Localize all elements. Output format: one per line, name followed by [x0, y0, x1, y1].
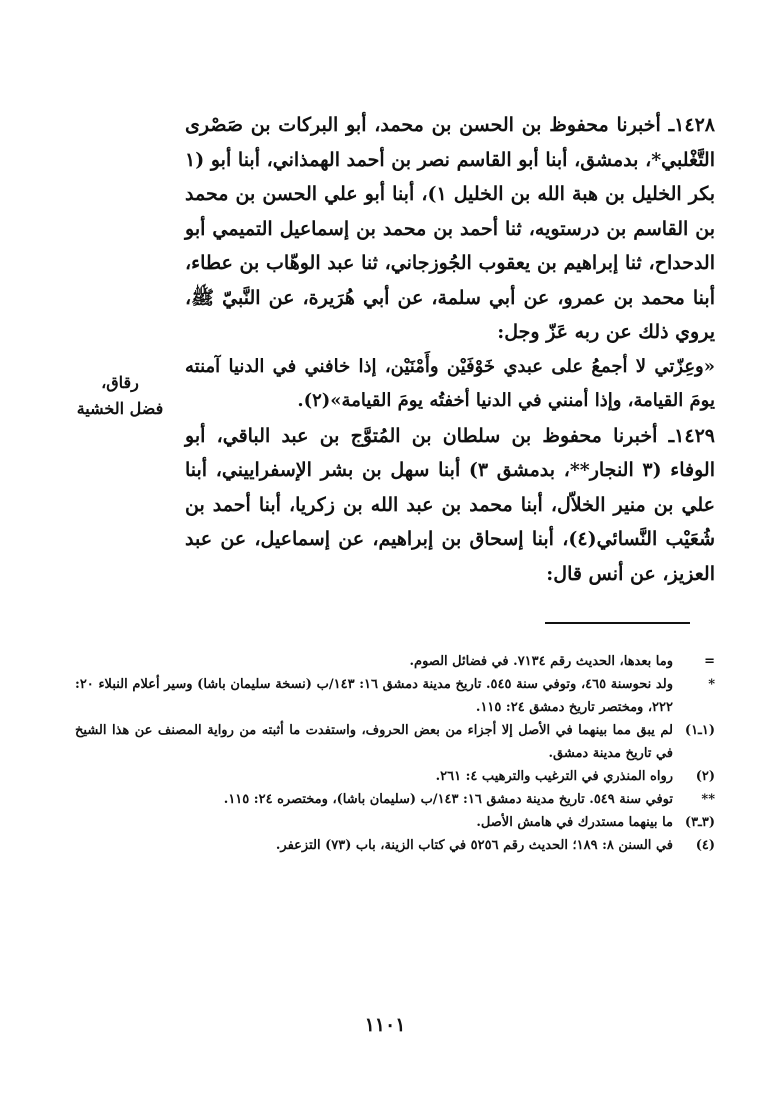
hadith-quote: «وعِزّتي لا أجمعُ على عبدي خَوْفَيْن وأَمْنَيْن، إذا خافني في الدنيا آمنته يومَ القيامة، وإذا أمنني في الدنيا أخفتُه يومَ القيامة»(٢). [185, 355, 715, 411]
footnote-marker: (٣ـ٣) [684, 815, 715, 830]
footnote-marker: = [704, 654, 715, 669]
footnote-text: في السنن ٨: ١٨٩؛ الحديث رقم ٥٢٥٦ في كتاب الزينة، باب (٧٣) التزعفر. [275, 838, 673, 853]
footnote-text: ولد نحوسنة ٤٦٥، وتوفي سنة ٥٤٥. تاريخ مدينة دمشق ١٦: ١٤٣/ب (نسخة سليمان باشا) وسير أعلام النبلاء ٢٠: ٢٢٢، ومختصر تاريخ دمشق ٢٤: ١١٥. [75, 677, 673, 715]
footnote-marker: (١ـ١) [684, 723, 715, 738]
footnote-text: وما بعدها، الحديث رقم ٧١٣٤. في فضائل الصوم. [409, 654, 673, 669]
footnote-text: لم يبق مما بينهما في الأصل إلا أجزاء من بعض الحروف، واستفدت ما أثبته من رواية المصنف عن هذا الشيخ في تاريخ مدينة دمشق. [75, 723, 673, 761]
page-number: ١١٠١ [364, 1014, 406, 1036]
footnote-marker: (٤) [695, 838, 715, 853]
margin-topic-note [70, 370, 170, 422]
footnote-marker: (٢) [695, 769, 715, 784]
footnote-text: توفي سنة ٥٤٩. تاريخ مدينة دمشق ١٦: ١٤٣/ب (سليمان باشا)، ومختصره ٢٤: ١١٥. [223, 792, 673, 807]
footnote [75, 765, 715, 788]
hadith-1429: ١٤٢٩ـ أخبرنا محفوظ بن سلطان بن المُتوَّج بن عبد الباقي، أبو الوفاء (٣ النجار**، بدمشق ٣) أبنا سهل بن بشر الإسفراييني، أبنا علي بن منير الخلاّل، أبنا محمد بن عبد الله بن زكريا، أبنا أحمد بن شُعَيْب النَّسائي(٤)، أبنا إسحاق بن إبراهيم، عن إسماعيل، عن عبد العزيز، عن أنس قال: [185, 424, 715, 585]
footnote-marker: ** [701, 792, 715, 807]
margin-note-line-2: فضل الخشية [76, 399, 164, 418]
margin-note-line-1: رقاق، [101, 373, 139, 392]
footnote [75, 673, 715, 719]
footnotes [75, 650, 715, 857]
footnote [75, 834, 715, 857]
footnote [75, 811, 715, 834]
footnote-text: ما بينهما مستدرك في هامش الأصل. [476, 815, 673, 830]
hadith-1428: ١٤٢٨ـ أخبرنا محفوظ بن الحسن بن محمد، أبو البركات بن صَصْرى التَّغْلبي*، بدمشق، أبنا أبو القاسم نصر بن أحمد الهمذاني، أبنا أبو (١ بكر الخليل بن هبة الله بن الخليل ١)، أبنا أبو علي الحسن بن محمد بن القاسم بن درستويه، ثنا أحمد بن محمد بن إسماعيل التميمي أبو الدحداح، ثنا إبراهيم بن يعقوب الجُوزجاني، ثنا عبد الوهّاب بن عطاء، أبنا محمد بن عمرو، عن أبي سلمة، عن أبي هُرَيرة، عن النَّبيّ ﷺ، يروي ذلك عن ربه عَزّ وجل: [185, 114, 715, 343]
footnote [75, 788, 715, 811]
main-text [185, 108, 715, 591]
footnote-separator [545, 622, 690, 624]
footnote [75, 650, 715, 673]
footnote-text: رواه المنذري في الترغيب والترهيب ٤: ٢٦١. [435, 769, 673, 784]
footnote [75, 719, 715, 765]
footnote-marker: * [708, 677, 715, 692]
